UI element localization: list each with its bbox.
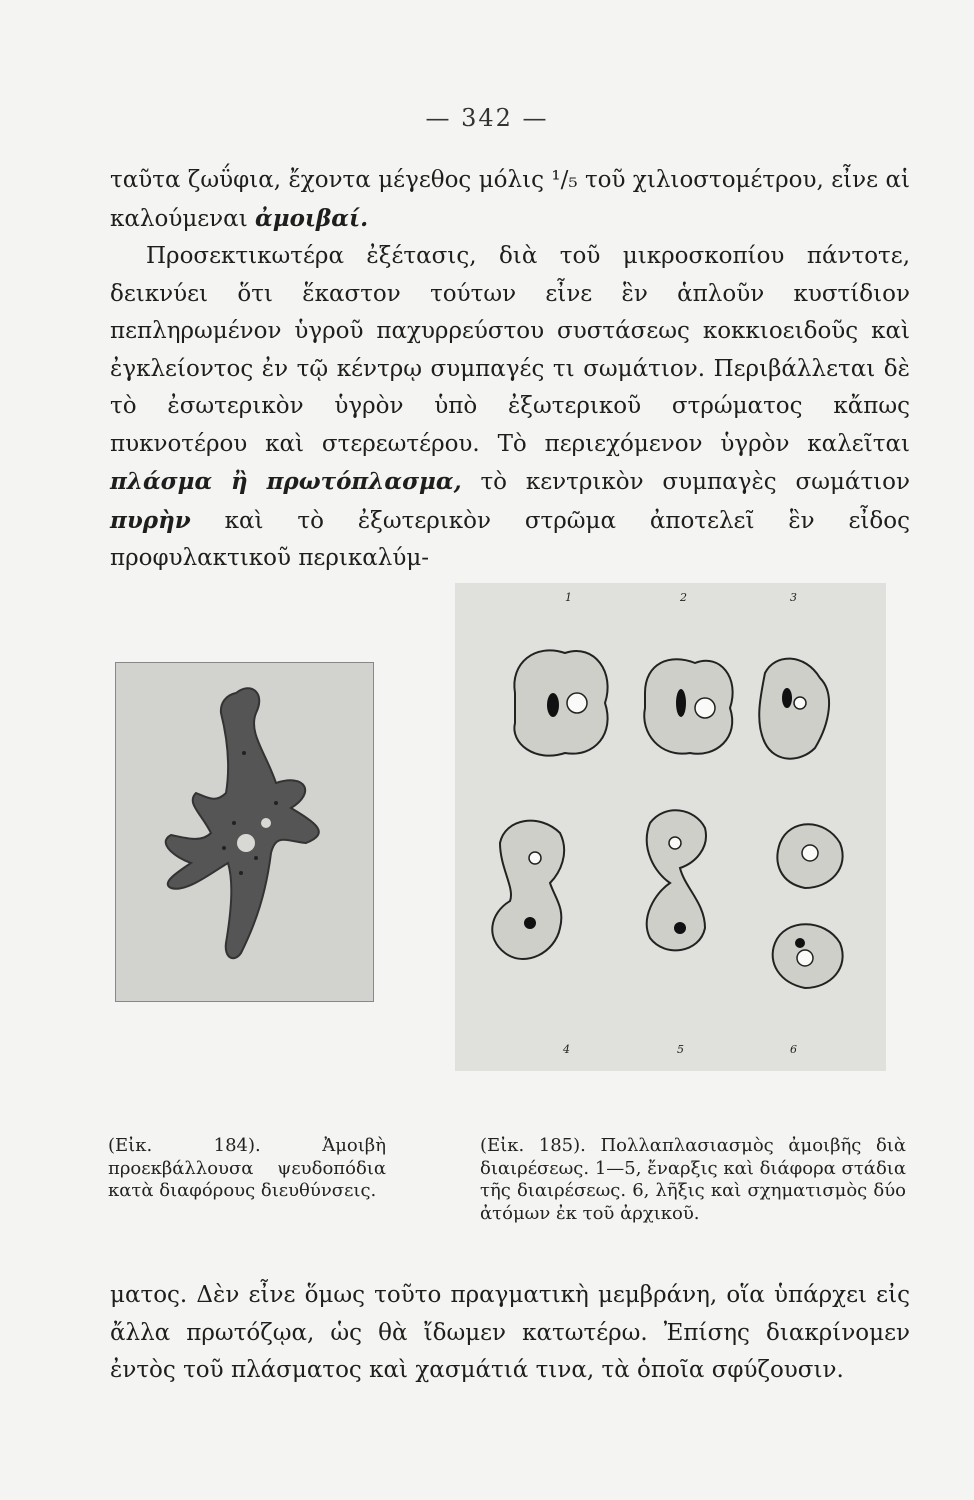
p1-line-2: αἱ καλούμεναι xyxy=(110,167,910,232)
paragraph-2 xyxy=(110,238,910,578)
stage-label-1: 1 xyxy=(565,591,572,604)
page-number: — 342 — xyxy=(425,104,549,132)
figure-185-drawing xyxy=(455,583,886,1071)
top-text xyxy=(110,162,910,578)
figure-185-caption: (Εἰκ. 185). Πολλαπλασιασμὸς ἀμοιβῆς διὰ διαιρέσεως. 1—5, ἔναρξις καὶ διάφορα στάδια τῆς διαιρέσεως. 6, λῆξις καὶ σχηματισμὸς δύο ἀτόμων ἐκ τοῦ ἀρχικοῦ. xyxy=(480,1135,906,1224)
p1-line-1: ταῦτα ζωΰφια, ἔχοντα μέγεθος μόλις ¹/₅ τοῦ χιλιοστομέτρου, εἶνε xyxy=(110,167,879,193)
p2-part-3: καὶ τὸ ἐξωτερικὸν στρῶμα ἀποτελεῖ ἓν εἶδος προφυλακτικοῦ περικαλύμ- xyxy=(110,507,911,571)
paragraph-1 xyxy=(110,162,910,238)
amoeba-photo-icon xyxy=(116,663,373,1001)
word-or: ἢ xyxy=(231,468,248,495)
figure-184-caption: (Εἰκ. 184). Ἀμοιβὴ προεκβάλλουσα ψευδοπόδια κατὰ διαφόρους διευθύνσεις. xyxy=(108,1135,386,1201)
stage-label-5: 5 xyxy=(677,1043,684,1056)
figure-184-photo xyxy=(115,662,374,1002)
p2-part-1: Προσεκτικωτέρα ἐξέτασις, διὰ τοῦ μικροσκοπίου πάντοτε, δεικνύει ὅτι ἕκαστον τούτων εἶνε ἓν ἁπλοῦν κυστίδιον πεπληρωμένον ὑγροῦ παχυρρεύστου συστάσεως κοκκιοειδοῦς καὶ ἐγκλείοντος ἐν τῷ κέντρῳ συμπαγές τι σωμάτιον. Περιβάλλεται δὲ τὸ ἐσωτερικὸν ὑγρὸν ὑπὸ ἐξωτερικοῦ στρώματος κἄπως πυκνοτέρου καὶ στερεωτέρου. Τὸ περιεχόμενον ὑγρὸν καλεῖται xyxy=(110,243,910,457)
bottom-text xyxy=(110,1277,910,1390)
term-nucleus: πυρὴν xyxy=(110,506,191,534)
term-plasma: πλάσμα xyxy=(110,468,213,495)
term-amoebae: ἀμοιβαί. xyxy=(255,204,369,232)
stage-label-3: 3 xyxy=(790,591,797,604)
amoeba-division-drawing-icon xyxy=(455,583,886,1071)
stage-label-2: 2 xyxy=(680,591,687,604)
term-protoplasma: πρωτόπλασμα, xyxy=(266,468,462,495)
p2-part-2: τὸ κεντρικὸν συμπαγὲς σωμάτιον xyxy=(480,469,911,495)
stage-label-6: 6 xyxy=(790,1043,797,1056)
stage-label-4: 4 xyxy=(563,1043,570,1056)
paragraph-3: ματος. Δὲν εἶνε ὅμως τοῦτο πραγματικὴ μεμβράνη, οἵα ὑπάρχει εἰς ἄλλα πρωτόζῳα, ὡς θὰ ἴδωμεν κατωτέρω. Ἐπίσης διακρίνομεν ἐντὸς τοῦ πλάσματος καὶ χασμάτιά τινα, τὰ ὁποῖα σφύζουσιν. xyxy=(110,1282,910,1383)
